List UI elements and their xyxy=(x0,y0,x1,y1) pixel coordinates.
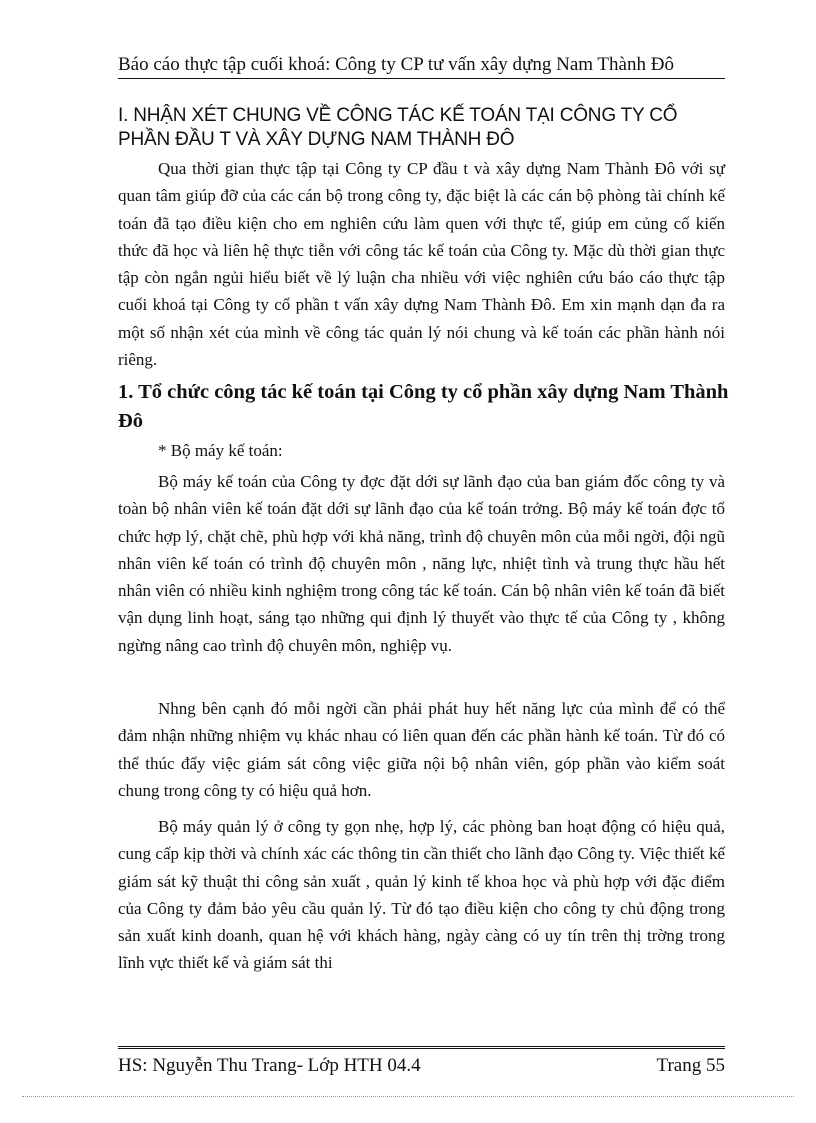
body-block-3 xyxy=(118,813,725,977)
section-title-line-1: I. NHẬN XÉT CHUNG VỀ CÔNG TÁC KẾ TOÁN TẠI CÔNG TY CỔ xyxy=(118,105,678,126)
body-paragraph-2: Nhng bên cạnh đó mỗi ngời cần phải phát huy hết năng lực của mình để có thể đảm nhận những nhiệm vụ khác nhau có liên quan đến các phần hành kế toán. Từ đó có thể thúc đẩy việc giám sát công việc giữa nội bộ nhân viên, góp phần vào kiểm soát chung trong công ty có hiệu quả hơn. xyxy=(118,699,725,800)
intro-block xyxy=(118,155,725,373)
section-title-line-2: PHẦN ĐẦU T VÀ XÂY DỰNG NAM THÀNH ĐÔ xyxy=(118,129,515,150)
page-header xyxy=(118,52,725,79)
intro-paragraph: Qua thời gian thực tập tại Công ty CP đầu t và xây dựng Nam Thành Đô với sự quan tâm giúp đỡ của các cán bộ trong công ty, đặc biệt là các cán bộ phòng tài chính kế toán đã tạo điều kiện cho em nghiên cứu làm quen với thực tế, giúp em củng cố kiến thức đã học và liên hệ thực tiễn với công tác kế toán của Công ty. Mặc dù thời gian thực tập còn ngắn ngủi hiểu biết về lý luận cha nhiều với việc nghiên cứu báo cáo thực tập cuối khoá tại Công ty cổ phần t vấn xây dựng Nam Thành Đô. Em xin mạnh dạn đa ra một số nhận xét của mình về công tác quản lý nói chung và kế toán các phần hành nói riêng. xyxy=(118,159,725,370)
body-block-2 xyxy=(118,695,725,804)
page-footer xyxy=(118,1046,725,1077)
section-title xyxy=(118,104,738,152)
bullet-label: * Bộ máy kế toán: xyxy=(158,441,283,460)
body-paragraph-3: Bộ máy quản lý ở công ty gọn nhẹ, hợp lý, các phòng ban hoạt động có hiệu quả, cung cấp kịp thời và chính xác các thông tin cần thiết cho lãnh đạo Công ty. Việc thiết kế giám sát kỹ thuật thi công sản xuất , quản lý kinh tế khoa học và phù hợp với đặc điểm của Công ty đảm bảo yêu cầu quản lý. Từ đó tạo điều kiện cho công ty chủ động trong sản xuất kinh doanh, quan hệ với khách hàng, ngày càng có uy tín trên thị trờng trong lĩnh vực thiết kế và giám sát thi xyxy=(118,817,725,973)
body-block xyxy=(118,468,725,659)
subsection-title: 1. Tổ chức công tác kế toán tại Công ty cổ phần xây dựng Nam Thành Đô xyxy=(118,381,729,432)
footer-page-number: Trang 55 xyxy=(656,1055,725,1076)
bottom-divider xyxy=(22,1096,794,1097)
header-text: Báo cáo thực tập cuối khoá: Công ty CP tư vấn xây dựng Nam Thành Đô xyxy=(118,54,674,75)
body-paragraph-1: Bộ máy kế toán của Công ty đợc đặt dới sự lãnh đạo của ban giám đốc công ty và toàn bộ nhân viên kế toán đặt dới sự lãnh đạo của kế toán trởng. Bộ máy kế toán đợc tổ chức hợp lý, chặt chẽ, phù hợp với khả năng, trình độ chuyên môn của mỗi ngời, đội ngũ nhân viên kế toán có trình độ chuyên môn , năng lực, nhiệt tình và trung thực hầu hết nhân viên có nhiều kinh nghiệm trong công tác kế toán. Cán bộ nhân viên kế toán đã biết vận dụng linh hoạt, sáng tạo những qui định lý thuyết vào thực tế của Công ty , không ngừng nâng cao trình độ chuyên môn, nghiệp vụ. xyxy=(118,472,725,655)
footer-author: HS: Nguyễn Thu Trang- Lớp HTH 04.4 xyxy=(118,1055,421,1076)
